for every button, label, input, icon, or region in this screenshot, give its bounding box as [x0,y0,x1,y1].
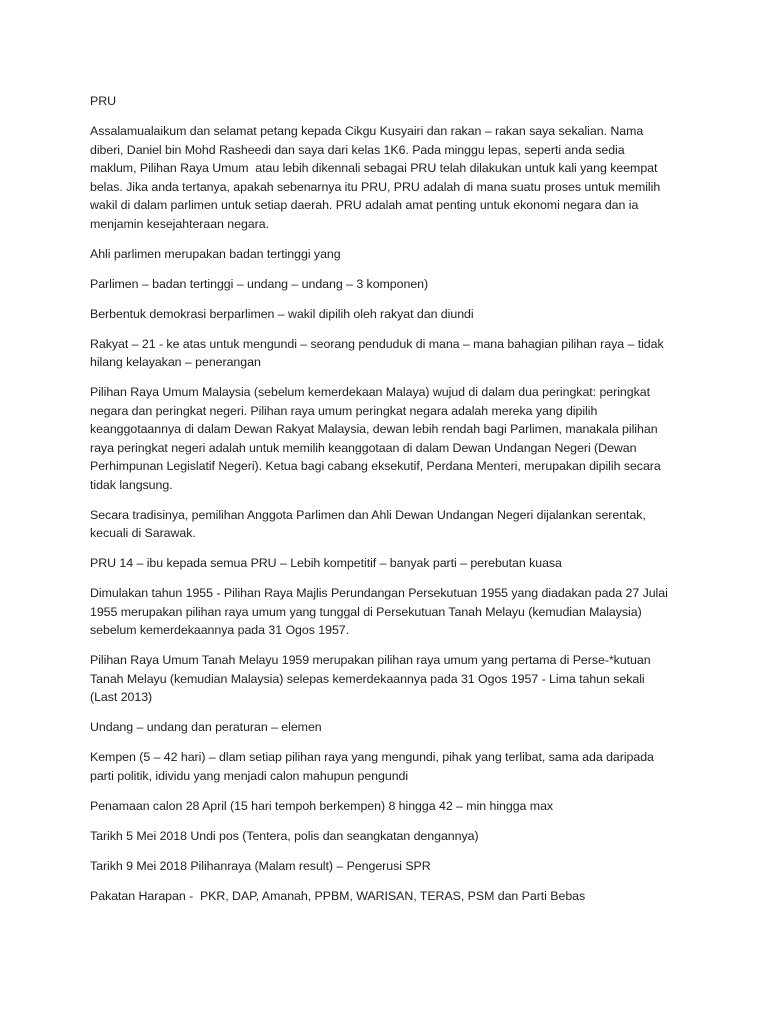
paragraph-pakatan-harapan: Pakatan Harapan - PKR, DAP, Amanah, PPBM, WARISAN, TERAS, PSM dan Parti Bebas [90,888,586,903]
paragraph-parlimen: Parlimen – badan tertinggi – undang – undang – 3 komponen) [90,276,429,291]
paragraph-pilihanraya: Tarikh 9 Mei 2018 Pilihanraya (Malam result) – Pengerusi SPR [90,858,431,873]
paragraph-penamaan: Penamaan calon 28 April (15 hari tempoh berkempen) 8 hingga 42 – min hingga max [90,798,554,813]
paragraph-undang: Undang – undang dan peraturan – elemen [90,720,322,734]
paragraph-ahli-parlimen: Ahli parlimen merupakan badan tertinggi yang [90,246,341,261]
paragraph-demokrasi: Berbentuk demokrasi berparlimen – wakil dipilih oleh rakyat dan diundi [90,306,474,321]
paragraph-pru14: PRU 14 – ibu kepada semua PRU – Lebih kompetitif – banyak parti – perebutan kuasa [90,556,562,570]
paragraph-tradisi: Secara tradisinya, pemilihan Anggota Parlimen dan Ahli Dewan Undangan Negeri dijalankan serentak, kecuali di Sarawak. [90,507,646,540]
paragraph-pilihan-raya-umum: Pilihan Raya Umum Malaysia (sebelum kemerdekaan Malaya) wujud di dalam dua peringkat: peringkat negara dan peringkat negeri. Pilihan raya umum peringkat negara adalah mereka yang dipilih keanggotaannya di dalam Dewan Rakyat Malaysia, dewan lebih rendah bagi Parlimen, manakala pilihan raya peringkat negeri adalah untuk memilih keanggotaan di dalam Dewan Undangan Negeri (Dewan Perhimpunan Legislatif Negeri). Ketua bagi cabang eksekutif, Perdana Menteri, merupakan dipilih secara tidak langsung. [90,385,661,492]
paragraph-greeting: Assalamualaikum dan selamat petang kepada Cikgu Kusyairi dan rakan – rakan saya sekalian. Nama diberi, Daniel bin Mohd Rasheedi dan saya dari kelas 1K6. Pada minggu lepas, seperti anda sedia maklum, Pilihan Raya Umum atau lebih dikennali sebagai PRU telah dilakukan untuk kali yang keempat belas. Jika anda tertanya, apakah sebenarnya itu PRU, PRU adalah di mana suatu proses untuk memilih wakil di dalam parlimen untuk setiap daerah. PRU adalah amat penting untuk ekonomi negara dan ia menjamin kesejahteraan negara. [90,124,661,231]
paragraph-kempen: Kempen (5 – 42 hari) – dlam setiap pilihan raya yang mengundi, pihak yang terlibat, sama ada daripada parti politik, idividu yang menjadi calon mahupun pengundi [90,750,654,783]
document-title: PRU [90,94,117,108]
paragraph-rakyat: Rakyat – 21 - ke atas untuk mengundi – seorang penduduk di mana – mana bahagian pilihan raya – tidak hilang kelayakan – penerangan [90,336,664,369]
paragraph-1955: Dimulakan tahun 1955 - Pilihan Raya Majlis Perundangan Persekutuan 1955 yang diadakan pada 27 Julai 1955 merupakan pilihan raya umum yang tunggal di Persekutuan Tanah Melayu (kemudian Malaysia) sebelum kemerdekaannya pada 31 Ogos 1957. [90,586,668,637]
paragraph-undi-pos: Tarikh 5 Mei 2018 Undi pos (Tentera, polis dan seangkatan dengannya) [90,828,479,843]
document-body [90,92,688,917]
paragraph-1959: Pilihan Raya Umum Tanah Melayu 1959 merupakan pilihan raya umum yang pertama di Perse-*kutuan Tanah Melayu (kemudian Malaysia) selepas kemerdekaannya pada 31 Ogos 1957 - Lima tahun sekali (Last 2013) [90,653,651,704]
